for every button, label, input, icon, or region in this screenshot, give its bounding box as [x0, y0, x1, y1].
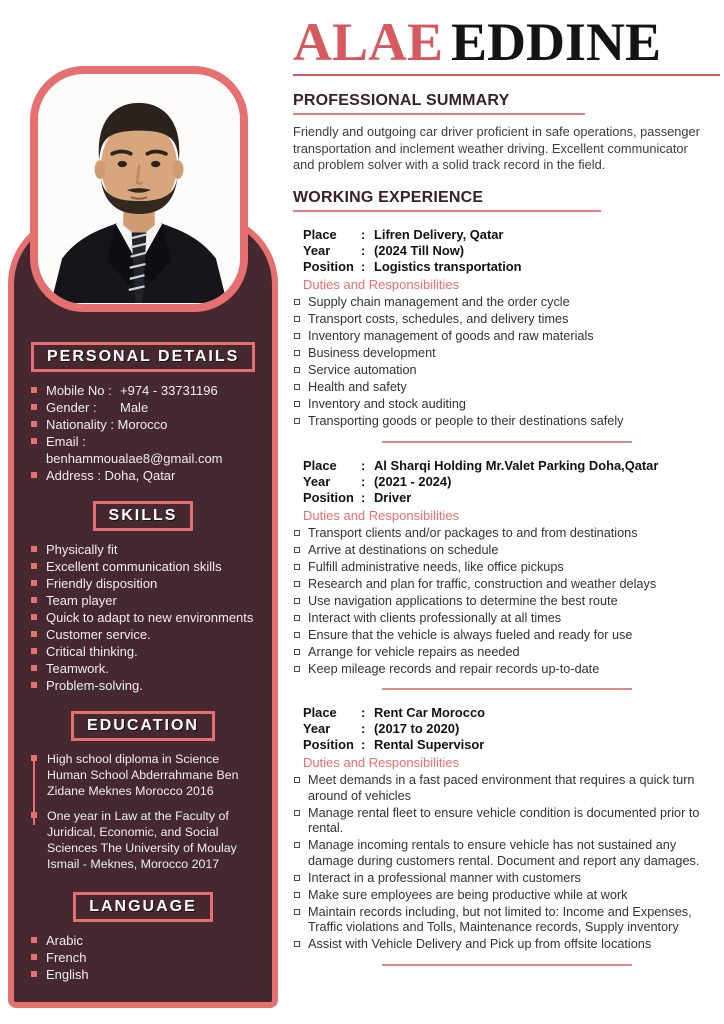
duties-list: [293, 773, 720, 953]
colon: :: [361, 489, 366, 505]
job-year-value: (2017 to 2020): [374, 721, 460, 737]
language-item: French: [31, 949, 255, 966]
duty-item: Transport clients and/or packages to and from destinations: [293, 526, 720, 542]
personal-detail-label: Gender :: [46, 399, 120, 416]
duty-item: Service automation: [293, 363, 720, 379]
duty-item: Transporting goods or people to their destinations safely: [293, 414, 720, 430]
job-year-label: Year: [303, 721, 331, 737]
summary-text: Friendly and outgoing car driver proficient in safe operations, passenger transportation and inclement weather driving. Excellent communicator and problem solver with a solid track record in the field.: [293, 124, 700, 173]
duty-item: Business development: [293, 346, 720, 362]
skill-item: Critical thinking.: [31, 643, 255, 660]
personal-details-list: [31, 382, 255, 484]
colon: :: [361, 721, 366, 737]
language-item: English: [31, 966, 255, 983]
duty-item: Use navigation applications to determine the best route: [293, 594, 720, 610]
personal-detail-value: Male: [120, 400, 149, 415]
duty-item: Inventory and stock auditing: [293, 397, 720, 413]
personal-detail-label: Mobile No :: [46, 382, 120, 399]
skill-item: Excellent communication skills: [31, 558, 255, 575]
job-year-label: Year: [303, 243, 331, 259]
personal-detail-value: +974 - 33731196: [120, 383, 218, 398]
summary-section: [293, 92, 720, 174]
education-item: High school diploma in Science Human School Abderrahmane Ben Zidane Meknes Morocco 2016: [31, 751, 255, 799]
job-divider: [382, 688, 632, 690]
personal-detail-item: [31, 433, 255, 467]
job-place-row: [303, 705, 720, 721]
colon: :: [361, 473, 366, 489]
jobs-container: [293, 227, 720, 966]
personal-detail-item: [31, 399, 255, 416]
personal-detail-item: [31, 416, 255, 433]
job-divider: [382, 441, 632, 443]
job-year-row: [303, 721, 720, 737]
duty-item: Assist with Vehicle Delivery and Pick up from offsite locations: [293, 937, 720, 953]
language-section: [31, 892, 255, 983]
personal-detail-value: Morocco: [117, 417, 168, 432]
duty-item: Keep mileage records and repair records up-to-date: [293, 662, 720, 678]
duty-item: Arrange for vehicle repairs as needed: [293, 645, 720, 661]
last-name: EDDINE: [451, 12, 662, 72]
duty-item: Ensure that the vehicle is always fueled and ready for use: [293, 628, 720, 644]
name-heading: [293, 14, 720, 71]
job-block: [293, 458, 720, 691]
skill-item: Team player: [31, 592, 255, 609]
skill-item: Customer service.: [31, 626, 255, 643]
duties-label: Duties and Responsibilities: [303, 507, 460, 523]
duties-list: [293, 295, 720, 430]
personal-details-title: PERSONAL DETAILS: [31, 342, 255, 372]
job-position-value: Driver: [374, 489, 412, 505]
sidebar-panel: [8, 214, 278, 1008]
language-title: LANGUAGE: [73, 892, 213, 922]
duty-item: Meet demands in a fast paced environment that requires a quick turn around of vehicles: [293, 773, 720, 804]
job-position-row: [303, 737, 720, 753]
colon: :: [361, 737, 366, 753]
job-place-value: Al Sharqi Holding Mr.Valet Parking Doha,Qatar: [374, 457, 659, 473]
colon: :: [361, 227, 366, 243]
job-block: [293, 705, 720, 966]
job-position-label: Position: [303, 259, 354, 275]
skills-section: [31, 501, 255, 694]
job-position-row: [303, 259, 720, 275]
job-place-label: Place: [303, 227, 337, 243]
name-underline: [293, 74, 720, 76]
duty-item: Manage rental fleet to ensure vehicle condition is documented prior to rental.: [293, 806, 720, 837]
personal-detail-label: Email :: [46, 434, 86, 449]
first-name: ALAE: [293, 12, 444, 72]
duty-item: Interact with clients professionally at all times: [293, 611, 720, 627]
personal-details-section: [31, 342, 255, 484]
personal-detail-label: Address :: [46, 468, 105, 483]
job-place-value: Lifren Delivery, Qatar: [374, 227, 504, 243]
language-list: [31, 932, 255, 983]
main-column: [293, 14, 720, 967]
duty-item: Maintain records including, but not limited to: Income and Expenses, Traffic violations and Tolls, Maintenance records, Supply inventory: [293, 905, 720, 936]
duty-item: Arrive at destinations on schedule: [293, 543, 720, 559]
duty-item: Inventory management of goods and raw materials: [293, 329, 720, 345]
duty-item: Health and safety: [293, 380, 720, 396]
job-place-value: Rent Car Morocco: [374, 705, 486, 721]
profile-photo: [38, 74, 240, 304]
duty-item: Research and plan for traffic, construction and weather delays: [293, 577, 720, 593]
personal-detail-item: [31, 382, 255, 399]
duties-label: Duties and Responsibilities: [303, 277, 460, 293]
colon: :: [361, 457, 366, 473]
job-place-label: Place: [303, 457, 337, 473]
job-place-row: [303, 458, 720, 474]
colon: :: [361, 259, 366, 275]
skill-item: Teamwork.: [31, 660, 255, 677]
job-position-label: Position: [303, 489, 354, 505]
colon: :: [361, 243, 366, 259]
job-divider: [382, 964, 632, 966]
education-section: [31, 711, 255, 872]
job-year-row: [303, 474, 720, 490]
duties-list: [293, 526, 720, 678]
job-place-row: [303, 227, 720, 243]
job-position-value: Rental Supervisor: [374, 737, 485, 753]
skills-list: [31, 541, 255, 694]
experience-title: WORKING EXPERIENCE: [293, 189, 484, 207]
skill-item: Friendly disposition: [31, 575, 255, 592]
duties-label: Duties and Responsibilities: [303, 755, 460, 771]
skill-item: Problem-solving.: [31, 677, 255, 694]
job-year-row: [303, 243, 720, 259]
personal-detail-value: benhammoualae8@gmail.com: [46, 451, 223, 466]
experience-underline: [293, 210, 601, 212]
duty-item: Interact in a professional manner with customers: [293, 871, 720, 887]
experience-section: [293, 189, 720, 966]
skill-item: Physically fit: [31, 541, 255, 558]
duty-item: Fulfill administrative needs, like office pickups: [293, 560, 720, 576]
personal-detail-item: [31, 467, 255, 484]
summary-title: PROFESSIONAL SUMMARY: [293, 92, 510, 110]
job-place-label: Place: [303, 705, 337, 721]
duty-item: Make sure employees are being productive while at work: [293, 888, 720, 904]
summary-underline: [293, 113, 585, 115]
job-year-value: (2021 - 2024): [374, 473, 452, 489]
profile-photo-frame: [30, 66, 248, 312]
education-title: EDUCATION: [71, 711, 215, 741]
duty-item: Manage incoming rentals to ensure vehicle has not sustained any damage during customers rental. Document and report any damages.: [293, 838, 720, 869]
personal-detail-label: Nationality :: [46, 417, 118, 432]
job-year-label: Year: [303, 473, 331, 489]
job-year-value: (2024 Till Now): [374, 243, 465, 259]
job-position-row: [303, 490, 720, 506]
personal-detail-value: Doha, Qatar: [104, 468, 176, 483]
job-position-value: Logistics transportation: [374, 259, 522, 275]
education-item: One year in Law at the Faculty of Juridical, Economic, and Social Sciences The University of Moulay Ismail - Meknes, Morocco 2017: [31, 808, 255, 872]
skills-title: SKILLS: [93, 501, 194, 531]
colon: :: [361, 705, 366, 721]
duty-item: Supply chain management and the order cycle: [293, 295, 720, 311]
education-list: [31, 751, 255, 872]
skill-item: Quick to adapt to new environments: [31, 609, 255, 626]
job-block: [293, 227, 720, 443]
job-position-label: Position: [303, 737, 354, 753]
language-item: Arabic: [31, 932, 255, 949]
duty-item: Transport costs, schedules, and delivery times: [293, 312, 720, 328]
